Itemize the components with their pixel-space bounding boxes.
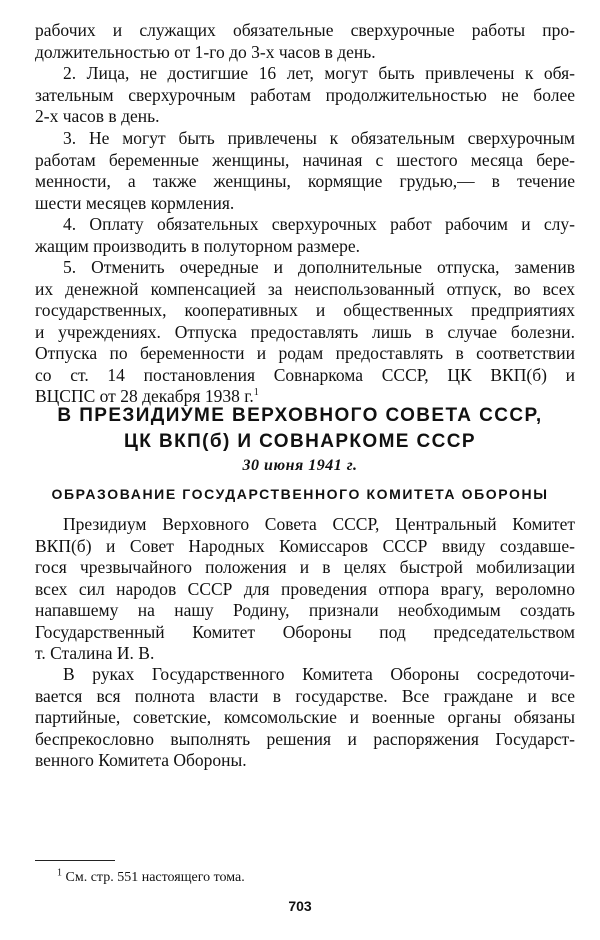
text-line: 3. Не могут быть привлечены к обязательным сверхурочным: [63, 128, 575, 148]
paragraph-item-5: [35, 257, 575, 408]
text-line: В руках Государственного Комитета Обороны сосредоточи-: [63, 664, 575, 684]
text-line: 2. Лица, не достигшие 16 лет, могут быть привлечены к обя-: [63, 63, 575, 83]
text-line: Государственный Комитет Обороны под председательством: [35, 621, 575, 642]
footnote-text: См. стр. 551 настоящего тома.: [65, 870, 245, 885]
document-date: 30 июня 1941 г.: [242, 457, 358, 474]
text-line: беспрекословно выполнять решения и распоряжения Государст-: [35, 728, 575, 749]
paragraph-item-4: [35, 214, 575, 257]
text-line: т. Сталина И. В.: [35, 643, 155, 663]
text-line: должительностью от 1-го до 3-х часов в день.: [35, 41, 376, 62]
text-line: Отпуска по беременности и родам предоставлять в соответствии: [35, 343, 575, 363]
footnote: [57, 867, 245, 886]
text-line: напавшему на нашу Родину, признали необходимым создать: [35, 600, 575, 620]
text-line: венного Комитета Обороны.: [35, 750, 247, 770]
text-line-content: ВЦСПС от 28 декабря 1938 г.: [35, 386, 254, 406]
text-line: 4. Оплату обязательных сверхурочных работ рабочим и слу-: [63, 214, 575, 234]
text-line: со ст. 14 постановления Совнаркома СССР, ЦК ВКП(б) и: [35, 364, 575, 385]
footnote-reference: 1: [253, 387, 259, 399]
paragraph-powers: [35, 664, 575, 772]
text-line: 2-х часов в день.: [35, 106, 160, 126]
text-line: зательным сверхурочным работам продолжительностью не более: [35, 84, 575, 105]
text-line: работам беременные женщины, начиная с шестого месяца бере-: [35, 149, 575, 170]
section-heading-line-2: ЦК ВКП(б) И СОВНАРКОМЕ СССР: [124, 431, 476, 452]
text-line: рабочих и служащих обязательные сверхурочные работы про-: [35, 20, 575, 40]
text-line: 5. Отменить очередные и дополнительные отпуска, заменив: [63, 257, 575, 277]
text-line: партийные, советские, комсомольские и военные органы обязаны: [35, 707, 575, 727]
text-line: государственных, кооперативных и общественных предприятиях: [35, 300, 575, 320]
paragraph-item-2: [35, 63, 575, 128]
section-heading-line-1: В ПРЕЗИДИУМЕ ВЕРХОВНОГО СОВЕТА СССР,: [57, 405, 543, 426]
text-line: менности, а также женщины, кормящие грудью,— в течение: [35, 171, 575, 191]
paragraph-overtime-duration: [35, 20, 575, 63]
text-line: вается вся полнота власти в государстве. Все граждане и все: [35, 685, 575, 706]
text-line: всех сил народов СССР для проведения отпора врагу, вероломно: [35, 578, 575, 599]
paragraph-decree: [35, 514, 575, 665]
text-line: ВКП(б) и Совет Народных Комиссаров СССР ввиду создавше-: [35, 535, 575, 556]
text-line: их денежной компенсацией за неиспользованный отпуск, во всех: [35, 278, 575, 299]
page-number: 703: [288, 898, 312, 914]
paragraph-item-3: [35, 128, 575, 214]
footnote-divider: [35, 860, 115, 861]
text-line: и учреждениях. Отпуска предоставлять лишь в случае болезни.: [35, 321, 575, 342]
text-line: шести месяцев кормления.: [35, 192, 235, 213]
text-line: гося чрезвычайного положения и в целях быстрой мобилизации: [35, 557, 575, 577]
footnote-mark: 1: [57, 867, 62, 879]
document-subtitle: ОБРАЗОВАНИЕ ГОСУДАРСТВЕННОГО КОМИТЕТА ОБОРОНЫ: [51, 486, 549, 502]
text-line: жащим производить в полуторном размере.: [35, 235, 361, 256]
text-line: Президиум Верховного Совета СССР, Центральный Комитет: [63, 514, 575, 534]
